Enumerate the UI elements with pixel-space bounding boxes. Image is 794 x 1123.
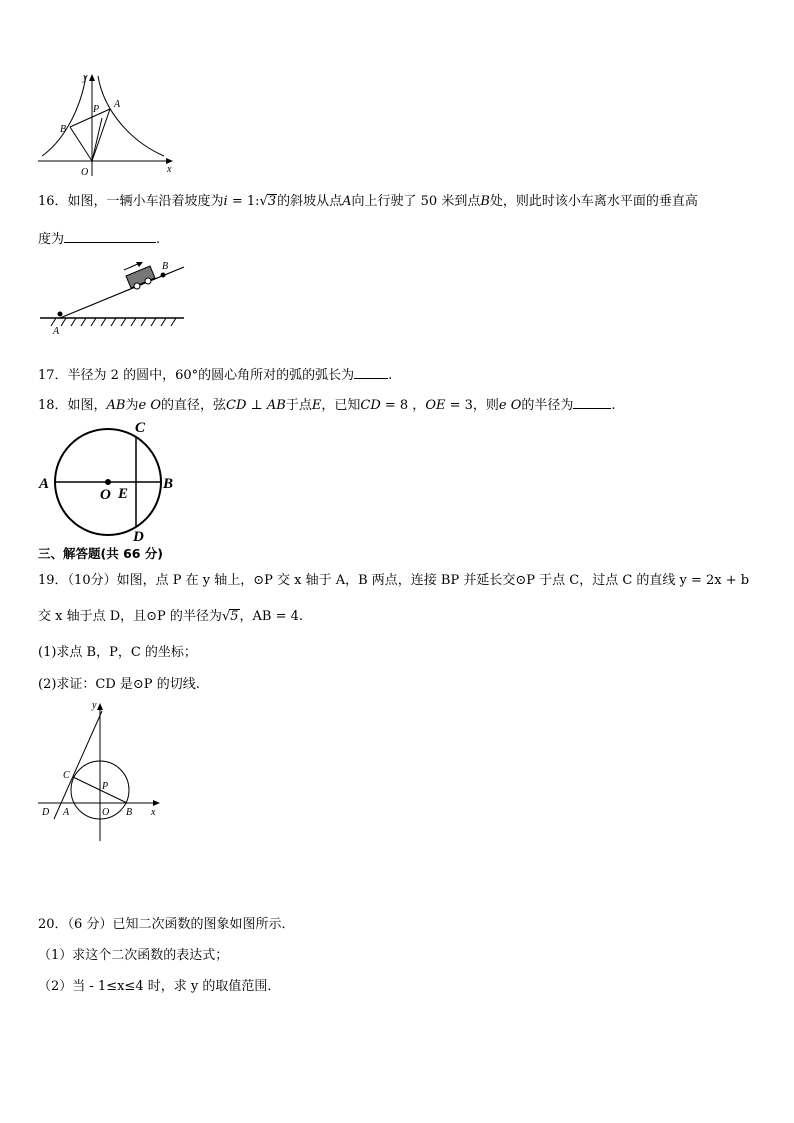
q18-text-g: = 8 ， — [380, 398, 426, 413]
q15-figure — [36, 72, 178, 178]
q17-end: . — [388, 368, 393, 383]
q18-end: . — [611, 398, 616, 413]
fig18-c-label: C — [135, 420, 146, 436]
q19-text-a: 交 x 轴于点 D，且⊙P 的半径为 — [38, 609, 222, 624]
q18-text-h: = 3，则 — [445, 398, 499, 413]
fig15-o-label: O — [81, 167, 89, 178]
q16-end: . — [156, 232, 161, 247]
q19-part-2: (2)求证：CD 是⊙P 的切线. — [38, 677, 200, 692]
fig18-o-label: O — [100, 487, 111, 503]
fig19-b-label: B — [126, 807, 133, 818]
fig19-p-label: P — [102, 781, 109, 792]
fig18-d-label: D — [133, 529, 144, 545]
q18-text-d: 于点 — [285, 398, 312, 413]
q16-point-a: A — [342, 194, 352, 209]
fig16-a-label: A — [53, 326, 60, 337]
fig19-o-label: O — [102, 807, 110, 818]
q16-figure — [38, 257, 188, 337]
fig19-y-label: y — [92, 700, 97, 711]
cart-icon — [126, 266, 155, 289]
q16-text-d: 处，则此时该小车离水平面的垂直高 — [489, 194, 698, 209]
fig19-a-label: A — [63, 807, 70, 818]
q20-part-2: （2）当 - 1≤x≤4 时，求 y 的取值范围． — [38, 979, 281, 994]
fig19-x-label: x — [151, 807, 156, 818]
q18-text-i: 的半径为 — [521, 398, 574, 413]
y-arrow-icon — [89, 74, 95, 81]
sqrt-icon: √ — [259, 194, 268, 209]
q17-text: 17．半径为 2 的圆中，60°的圆心角所对的弧的弧长为 — [38, 368, 355, 383]
fig15-y-label: y — [83, 72, 88, 83]
q19-text-b: ，AB = 4. — [239, 609, 304, 624]
sqrt-icon: √ — [221, 609, 231, 624]
x-arrow-icon — [153, 800, 160, 806]
q18-circle-o: e O — [138, 398, 161, 413]
fig19-c-label: C — [63, 770, 70, 781]
section-title: 三、解答题(共 66 分) — [38, 546, 164, 561]
q16-i: i — [223, 194, 228, 209]
q18-cd: CD — [226, 398, 247, 413]
q16-point-b: B — [480, 194, 490, 209]
q20-line-1: 20．（6 分）已知二次函数的图象如图所示． — [38, 917, 295, 932]
fig15-b-label: B — [60, 124, 67, 135]
q18-line — [38, 396, 616, 414]
answer-blank — [64, 230, 156, 243]
fig15-x-label: x — [167, 164, 172, 175]
q18-circle-o-2: e O — [498, 398, 522, 413]
q18-cd-2: CD — [360, 398, 381, 413]
q16-text-l2: 度为 — [38, 232, 65, 247]
fig18-b-label: B — [163, 476, 174, 492]
answer-blank — [354, 366, 388, 379]
fig18-e-label: E — [118, 486, 129, 502]
q19-line-1: 19．（10分）如图，点 P 在 y 轴上，⊙P 交 x 轴于 A，B 两点，连接 BP 并延长交⊙P 于点 C，过点 C 的直线 y = 2x + b — [38, 573, 750, 588]
q20-part-1: （1）求这个二次函数的表达式； — [38, 948, 229, 963]
q16-text-b: 的斜坡从点 — [277, 194, 343, 209]
q18-ab: AB — [106, 398, 126, 413]
q18-text-f: ，已知 — [321, 398, 361, 413]
q16-text-a: 16．如图，一辆小车沿着坡度为 — [38, 194, 224, 209]
q18-e: E — [311, 398, 322, 413]
q18-text-c: 的直径，弦 — [161, 398, 227, 413]
q16-text-c: 向上行驶了 50 米到点 — [351, 194, 481, 209]
fig15-p-label: P — [93, 104, 100, 115]
q18-ab-2: AB — [266, 398, 286, 413]
q18-oe: OE — [425, 398, 446, 413]
q19-part-1: (1)求点 B，P，C 的坐标； — [38, 645, 197, 660]
q16-sqrt-value: 3 — [267, 194, 277, 209]
y-arrow-icon — [97, 703, 103, 710]
q19-sqrt-value: 5 — [230, 609, 239, 624]
q18-perp: ⊥ — [246, 398, 267, 413]
q18-figure — [36, 418, 186, 546]
fig19-d-label: D — [42, 807, 50, 818]
q19-figure — [36, 699, 168, 845]
ground-hatch-icon — [51, 318, 176, 326]
answer-blank — [573, 396, 611, 409]
q17-line — [38, 366, 392, 384]
q16-eq: = 1: — [227, 194, 260, 209]
fig18-a-label: A — [39, 476, 50, 492]
q18-text-b: 为 — [125, 398, 139, 413]
q18-text-a: 18．如图， — [38, 398, 107, 413]
q19-line-2 — [38, 609, 303, 625]
q16-line-1 — [38, 194, 698, 210]
fig15-a-label: A — [114, 99, 121, 110]
q16-line-2 — [38, 230, 160, 248]
fig16-b-label: B — [162, 261, 169, 272]
